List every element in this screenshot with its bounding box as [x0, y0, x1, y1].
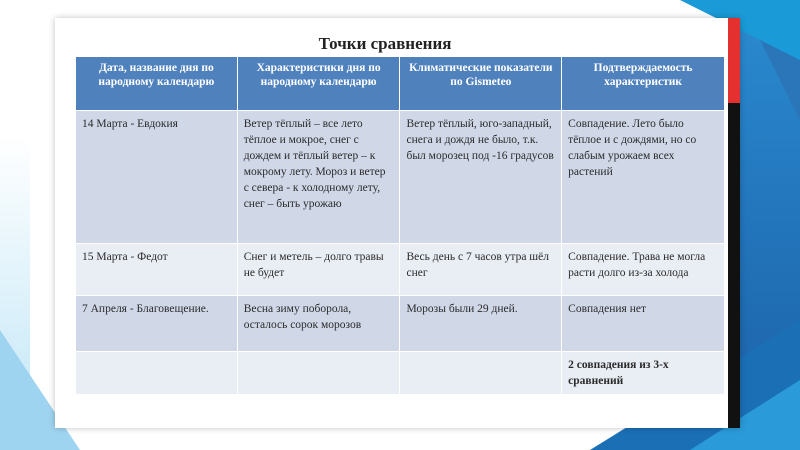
header-confirmation: Подтверждаемость характеристик [562, 57, 725, 111]
table-header-row [76, 57, 725, 111]
table-row [76, 352, 725, 395]
slide [55, 18, 740, 428]
cell-climate: Весь день с 7 часов утра шёл снег [400, 244, 562, 296]
cell-climate: Ветер тёплый, юго-западный, снега и дождя не было, т.к. был морозец под -16 градусов [400, 111, 562, 244]
cell-confirm: Совпадения нет [562, 296, 725, 352]
cell-date: 15 Марта - Федот [76, 244, 238, 296]
header-date: Дата, название дня по народному календарю [76, 57, 238, 111]
cell-folk: Весна зиму поборола, осталось сорок морозов [237, 296, 400, 352]
cell-date [76, 352, 238, 395]
header-climate: Климатические показатели по Gismeteo [400, 57, 562, 111]
cell-confirm: Совпадение. Трава не могла расти долго из-за холода [562, 244, 725, 296]
table-row [76, 111, 725, 244]
cell-summary: 2 совпадения из 3-х сравнений [562, 352, 725, 395]
cell-climate [400, 352, 562, 395]
cell-confirm: Совпадение. Лето было тёплое и с дождями, но со слабым урожаем всех растений [562, 111, 725, 244]
accent-red-bar [728, 18, 740, 103]
slide-title: Точки сравнения [318, 34, 452, 53]
cell-folk [237, 352, 400, 395]
table-row [76, 244, 725, 296]
cell-folk: Снег и метель – долго травы не будет [237, 244, 400, 296]
cell-date: 7 Апреля - Благовещение. [76, 296, 238, 352]
header-folk-characteristics: Характеристики дня по народному календарю [237, 57, 400, 111]
accent-black-bar [728, 103, 740, 428]
cell-climate: Морозы были 29 дней. [400, 296, 562, 352]
cell-date: 14 Марта - Евдокия [76, 111, 238, 244]
table-row [76, 296, 725, 352]
cell-folk: Ветер тёплый – все лето тёплое и мокрое, снег с дождем и тёплый ветер – к мокрому лету. Мороз и ветер с севера - к холодному лету, снег – быть урожаю [237, 111, 400, 244]
comparison-table [75, 56, 725, 395]
